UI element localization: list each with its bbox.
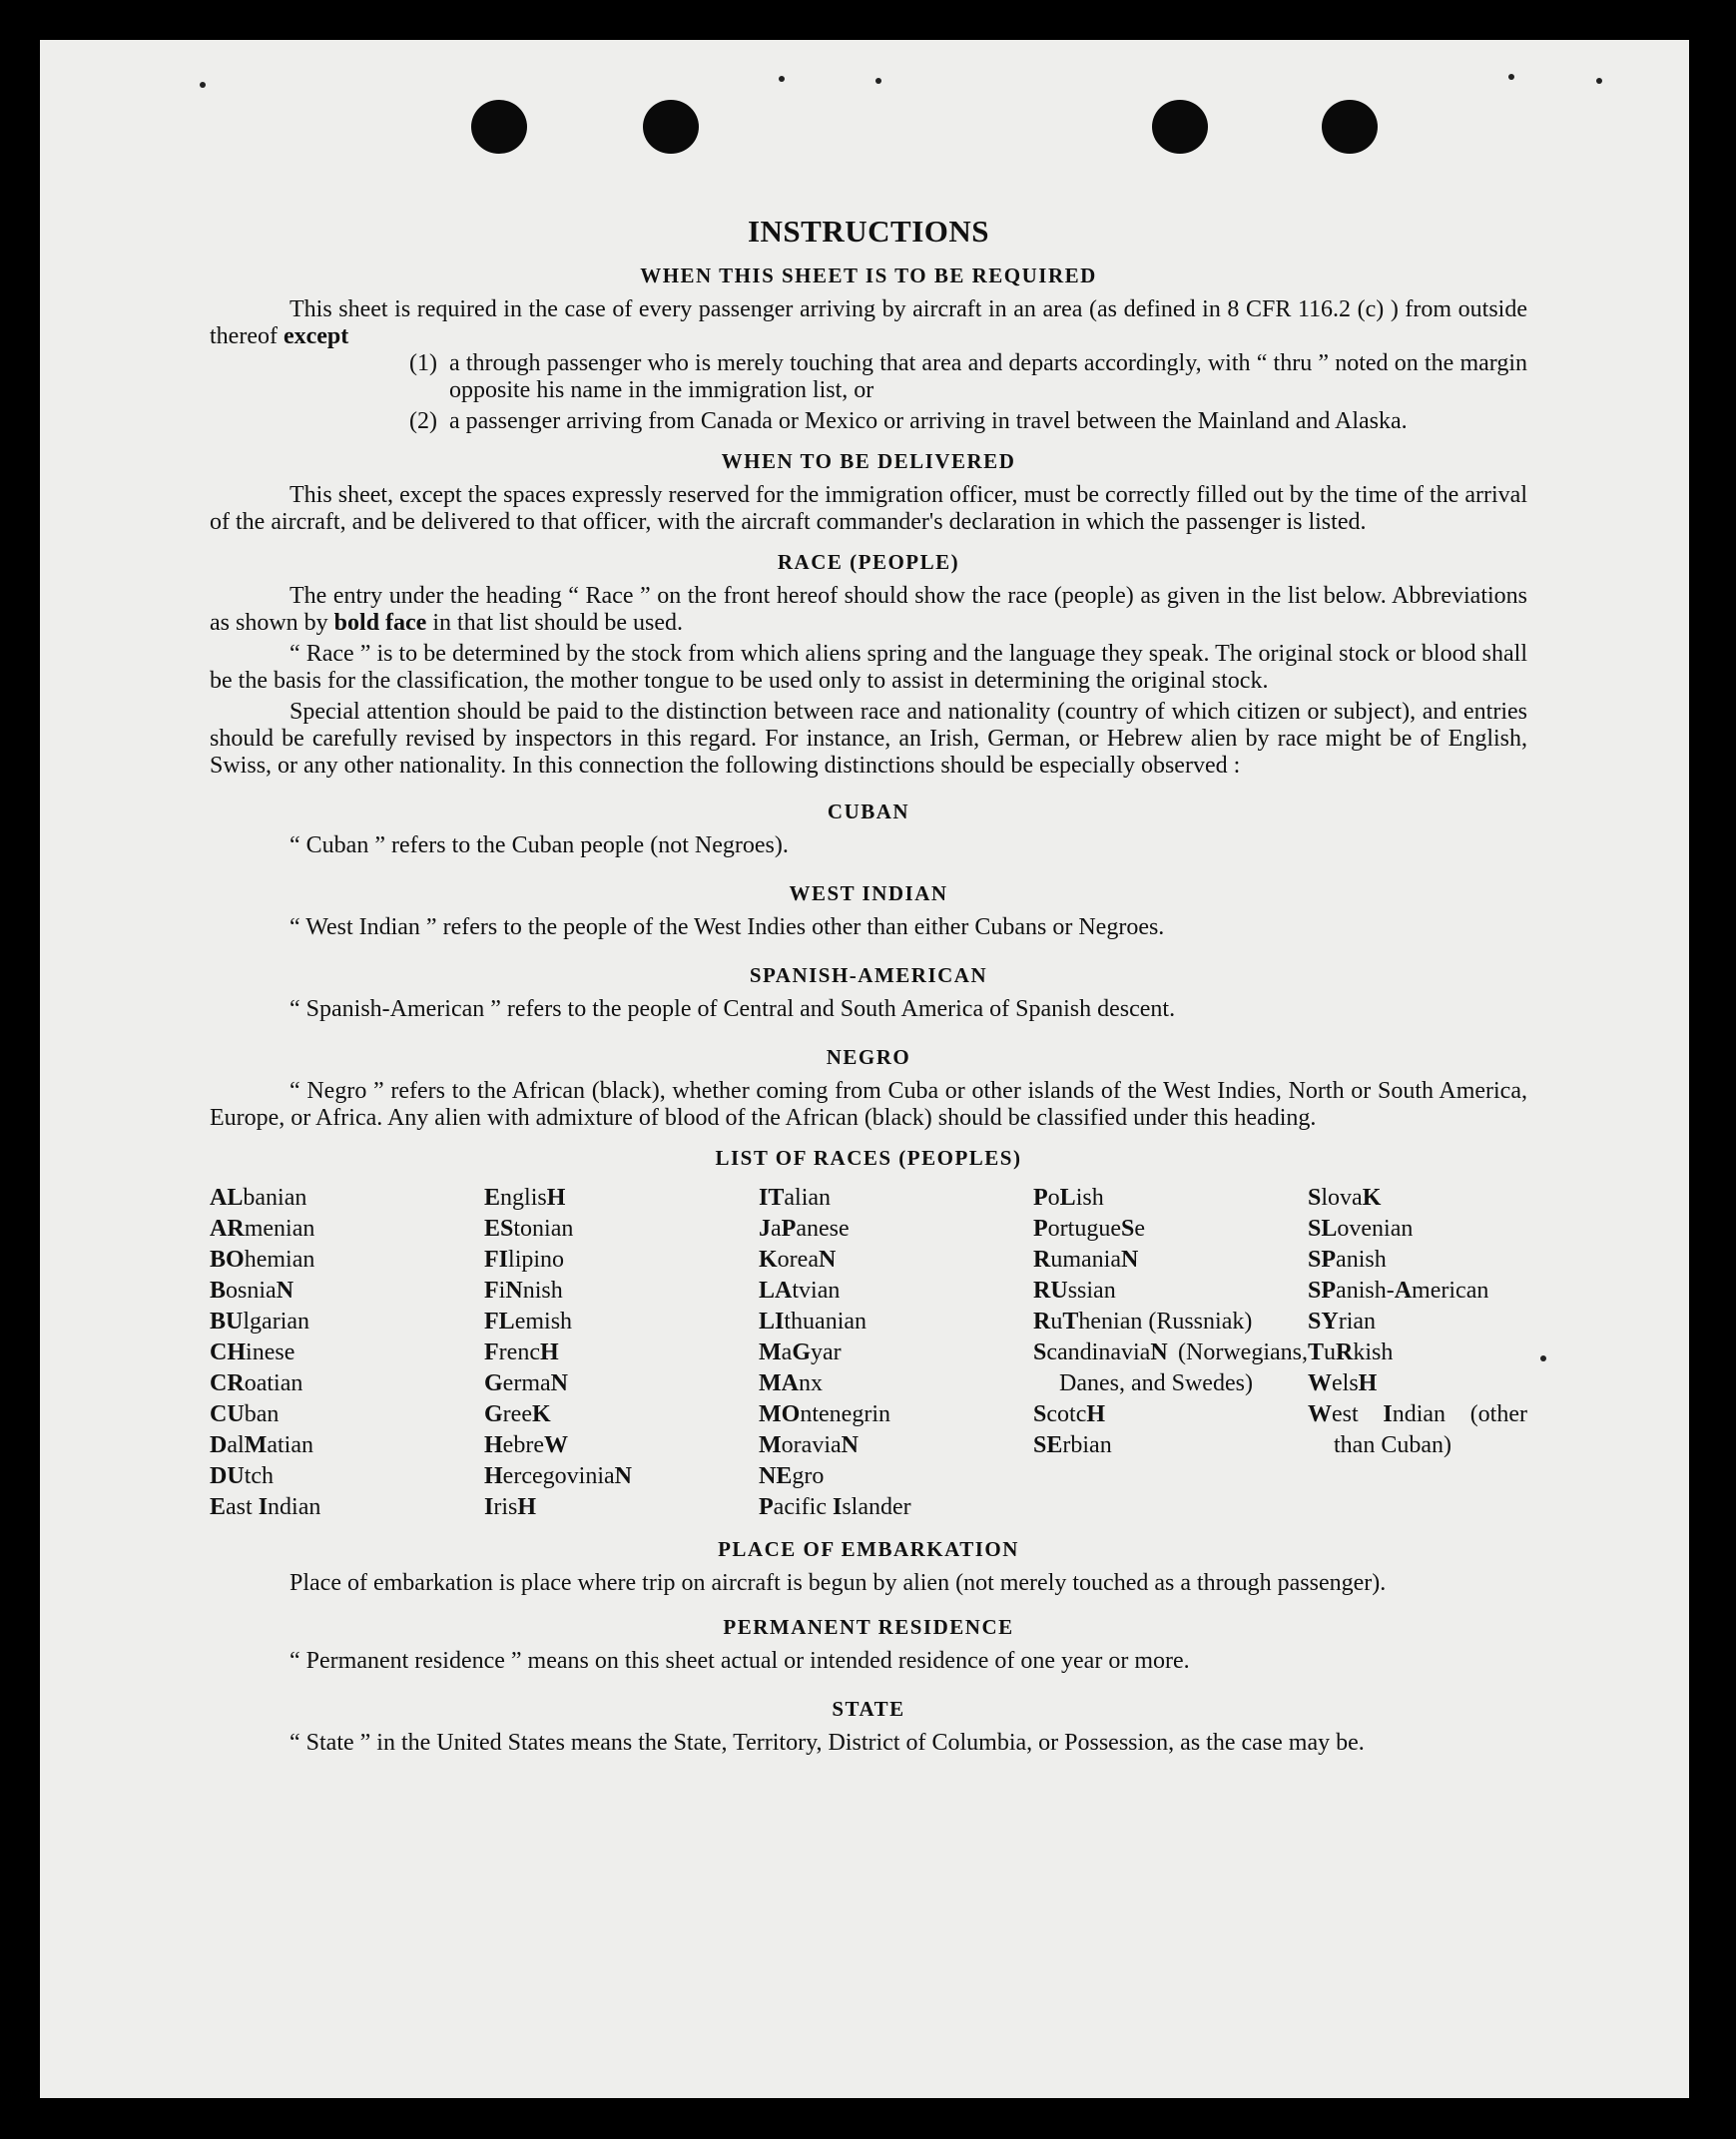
heading-when-required: WHEN THIS SHEET IS TO BE REQUIRED [640, 264, 1097, 287]
heading-list-of-races: LIST OF RACES (PEOPLES) [715, 1146, 1022, 1170]
race-entry: ITalian [759, 1185, 832, 1211]
cuban-text: “ Cuban ” refers to the Cuban people (not Negroes). [289, 832, 789, 858]
punch-hole [643, 100, 699, 154]
race-entry: RumaniaN [1033, 1247, 1139, 1273]
race-entry: KoreaN [759, 1247, 837, 1273]
punch-hole [1152, 100, 1208, 154]
race-entry: DalMatian [210, 1432, 313, 1458]
exception-item: (1) a through passenger who is merely touching that area and departs accordingly, with “ thru ” noted on the margin opposite his name in the immigration list, or [409, 350, 1527, 403]
race-entry: ARmenian [210, 1216, 315, 1242]
spanish-american-text: “ Spanish-American ” refers to the people of Central and South America of Spanish descent. [289, 996, 1176, 1022]
race-entry: CUban [210, 1401, 280, 1427]
race-entry: ALbanian [210, 1185, 307, 1211]
race-entry: PortugueSe [1033, 1216, 1146, 1242]
race-entry: East Indian [210, 1494, 321, 1520]
race-entry: West Indian (other than Cuban) [1308, 1401, 1527, 1458]
race-entry: BOhemian [210, 1247, 315, 1273]
punch-hole [1322, 100, 1378, 154]
race-entry: SErbian [1033, 1432, 1112, 1458]
heading-when-delivered: WHEN TO BE DELIVERED [721, 449, 1016, 473]
races-column [210, 1183, 484, 1523]
races-column [759, 1183, 1033, 1523]
embarkation-text: Place of embarkation is place where trip on aircraft is begun by alien (not merely touched as a through passenger). [289, 1570, 1387, 1596]
heading-race: RACE (PEOPLE) [777, 550, 960, 574]
document-page [40, 40, 1689, 2098]
race-entry: HercegoviniaN [484, 1463, 632, 1489]
race-entry: SPanish [1308, 1247, 1387, 1273]
race-entry: SlovaK [1308, 1185, 1382, 1211]
state-text: “ State ” in the United States means the State, Territory, District of Columbia, or Possession, as the case may be. [289, 1730, 1365, 1756]
race-entry: RuThenian (Russniak) [1033, 1309, 1253, 1335]
race-entry: EStonian [484, 1216, 574, 1242]
race-paragraph-3: Special attention should be paid to the distinction between race and nationality (country of which citizen or subject), and entries should be carefully revised by inspectors in this regard. For instance, an Irish, German, or Hebrew alien by race might be of English, Swiss, or any other nationality. In this connection the following distinctions should be especially observed : [210, 699, 1527, 779]
exception-item: (2) a passenger arriving from Canada or Mexico or arriving in travel between the Mainland and Alaska. [409, 408, 1408, 434]
race-entry: GreeK [484, 1401, 551, 1427]
speck [1596, 78, 1602, 84]
race-entry: NEgro [759, 1463, 825, 1489]
race-entry: ScandinaviaN (Norwegians, Danes, and Swedes) [1033, 1339, 1308, 1396]
race-entry: RUssian [1033, 1278, 1116, 1304]
heading-embarkation: PLACE OF EMBARKATION [718, 1537, 1019, 1561]
when-required-intro: This sheet is required in the case of every passenger arriving by aircraft in an area (as defined in 8 CFR 116.2 (c) ) from outside thereof except [210, 296, 1527, 349]
race-entry: PoLish [1033, 1185, 1104, 1211]
race-entry: FiNnish [484, 1278, 563, 1304]
race-entry: HebreW [484, 1432, 568, 1458]
race-entry: ScotcH [1033, 1401, 1106, 1427]
race-entry: LIthuanian [759, 1309, 868, 1335]
page-title: INSTRUCTIONS [747, 214, 989, 249]
race-entry: TuRkish [1308, 1339, 1394, 1365]
race-entry: CRoatian [210, 1370, 303, 1396]
race-paragraph-2: “ Race ” is to be determined by the stock from which aliens spring and the language they speak. The original stock or blood shall be the basis for the classification, the mother tongue to be used only to assist in determining the original stock. [210, 641, 1527, 694]
race-entry: MoraviaN [759, 1432, 859, 1458]
negro-text: “ Negro ” refers to the African (black), whether coming from Cuba or other islands of the West Indies, North or South America, Europe, or Africa. Any alien with admixture of blood of the African (black) should be classified under this heading. [210, 1078, 1527, 1131]
instructions-content [210, 170, 1527, 1757]
punch-hole [471, 100, 527, 154]
race-entry: MOntenegrin [759, 1401, 890, 1427]
heading-west-indian: WEST INDIAN [789, 881, 948, 905]
heading-negro: NEGRO [826, 1045, 911, 1069]
races-column [484, 1183, 759, 1523]
race-entry: SPanish-American [1308, 1278, 1489, 1304]
race-entry: MaGyar [759, 1339, 842, 1365]
race-entry: IrisH [484, 1494, 537, 1520]
races-list [210, 1183, 1527, 1523]
race-entry: EnglisH [484, 1185, 566, 1211]
race-entry: WelsH [1308, 1370, 1378, 1396]
race-entry: Pacific Islander [759, 1494, 911, 1520]
race-entry: FLemish [484, 1309, 573, 1335]
race-paragraph-1: The entry under the heading “ Race ” on the front hereof should show the race (people) as given in the list below. Abbreviations as shown by bold face in that list should be used. [210, 583, 1527, 636]
race-entry: CHinese [210, 1339, 295, 1365]
when-delivered-text: This sheet, except the spaces expressly reserved for the immigration officer, must be correctly filled out by the time of the arrival of the aircraft, and be delivered to that officer, with the aircraft commander's declaration in which the passenger is listed. [210, 482, 1527, 535]
races-column [1033, 1183, 1308, 1523]
race-entry: SLovenian [1308, 1216, 1414, 1242]
race-entry: DUtch [210, 1463, 275, 1489]
race-entry: JaPanese [759, 1216, 850, 1242]
race-entry: FrencH [484, 1339, 559, 1365]
residence-text: “ Permanent residence ” means on this sheet actual or intended residence of one year or more. [289, 1648, 1190, 1674]
speck [779, 76, 785, 82]
race-entry: SYrian [1308, 1309, 1377, 1335]
race-entry: BUlgarian [210, 1309, 310, 1335]
heading-cuban: CUBAN [827, 800, 910, 823]
race-entry: BosniaN [210, 1278, 294, 1304]
race-entry: FIlipino [484, 1247, 565, 1273]
speck [1508, 74, 1514, 80]
heading-permanent-residence: PERMANENT RESIDENCE [723, 1615, 1014, 1639]
race-entry: GermaN [484, 1370, 568, 1396]
speck [875, 78, 881, 84]
speck [200, 82, 206, 88]
heading-spanish-american: SPANISH-AMERICAN [749, 963, 988, 987]
race-entry: MAnx [759, 1370, 823, 1396]
races-column [1308, 1183, 1527, 1523]
west-indian-text: “ West Indian ” refers to the people of the West Indies other than either Cubans or Negroes. [289, 914, 1165, 940]
race-entry: LAtvian [759, 1278, 841, 1304]
speck [1540, 1355, 1546, 1361]
heading-state: STATE [832, 1697, 905, 1721]
